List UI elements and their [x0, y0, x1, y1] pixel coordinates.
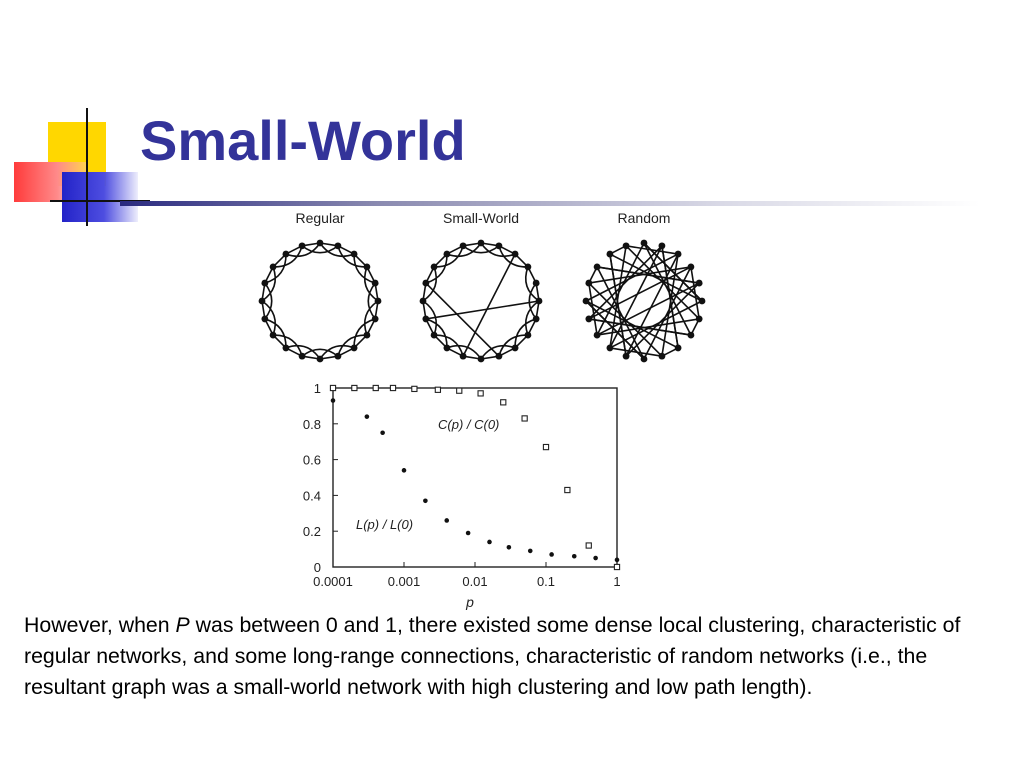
network-node [422, 280, 429, 287]
clustering-point [501, 400, 506, 405]
clustering-point [412, 386, 417, 391]
network-node [594, 264, 601, 271]
series-label-path-length: L(p) / L(0) [356, 517, 414, 532]
network-node [512, 251, 519, 258]
caption-text-start: However, when [24, 613, 176, 637]
slide-title: Small-World [140, 109, 466, 172]
network-node [335, 242, 342, 249]
network-label-small-world: Small-World [443, 210, 519, 226]
series-label-clustering: C(p) / C(0) [438, 417, 500, 432]
network-node [335, 353, 342, 360]
x-tick-label: 0.0001 [313, 574, 353, 589]
clustering-point [373, 385, 378, 390]
network-node [533, 280, 540, 287]
path-length-point [572, 554, 577, 559]
network-node [583, 298, 590, 305]
path-length-point [331, 398, 336, 403]
network-edge [302, 349, 338, 356]
network-node [351, 345, 358, 352]
network-node [372, 280, 379, 287]
network-node [431, 332, 438, 339]
clustering-point [352, 385, 357, 390]
path-length-point [380, 430, 385, 435]
network-node [675, 345, 682, 352]
path-length-point [487, 540, 492, 545]
network-node [641, 240, 648, 247]
path-length-point [549, 552, 554, 557]
network-node [420, 298, 427, 305]
x-axis-label: p [466, 594, 474, 610]
network-node [460, 242, 467, 249]
network-edge [426, 301, 539, 319]
network-node [270, 264, 277, 271]
network-node [688, 264, 695, 271]
network-edge [626, 246, 699, 319]
network-node [594, 332, 601, 339]
blue-square-decoration [62, 172, 138, 222]
network-node [699, 298, 706, 305]
network-node [444, 345, 451, 352]
x-tick-label: 0.01 [462, 574, 488, 589]
network-node [259, 298, 266, 305]
small-world-network-graph [420, 240, 543, 363]
network-node [422, 316, 429, 323]
network-node [675, 251, 682, 258]
network-node [623, 242, 630, 249]
network-node [641, 356, 648, 363]
network-node [585, 316, 592, 323]
plot-frame [333, 388, 617, 567]
network-node [536, 298, 543, 305]
network-node [317, 240, 324, 247]
clustering-point [614, 564, 619, 569]
x-tick-label: 0.001 [387, 574, 421, 589]
network-node [496, 353, 503, 360]
network-node [364, 264, 371, 271]
network-node [283, 251, 290, 258]
network-node [623, 353, 630, 360]
network-node [478, 240, 485, 247]
network-node [261, 280, 268, 287]
network-node [533, 316, 540, 323]
small-world-figure [248, 205, 712, 610]
network-node [375, 298, 382, 305]
slide-caption [24, 610, 1009, 703]
network-node [607, 251, 614, 258]
path-length-point [528, 549, 533, 554]
network-edge [302, 246, 338, 253]
network-edge [463, 246, 499, 253]
network-node [261, 316, 268, 323]
network-node [460, 353, 467, 360]
network-node [351, 251, 358, 258]
plot-marks [330, 385, 619, 569]
regular-network-graph [259, 240, 382, 363]
network-node [270, 332, 277, 339]
clustering-point [543, 444, 548, 449]
clustering-point [565, 487, 570, 492]
network-node [525, 332, 532, 339]
network-node [496, 242, 503, 249]
path-length-point [466, 531, 471, 536]
random-network-graph [583, 240, 706, 363]
y-tick-label: 0.4 [302, 488, 321, 504]
network-label-random: Random [617, 210, 671, 226]
path-length-point [402, 468, 407, 473]
clustering-point [457, 388, 462, 393]
network-node [478, 356, 485, 363]
clustering-point [522, 416, 527, 421]
y-tick-label: 0.2 [302, 524, 321, 540]
network-node [525, 264, 532, 271]
vertical-line-decoration [86, 108, 88, 226]
network-label-regular: Regular [295, 210, 345, 226]
network-node [317, 356, 324, 363]
network-edge [265, 283, 272, 319]
network-node [696, 280, 703, 287]
network-node [607, 345, 614, 352]
network-node [299, 353, 306, 360]
path-length-point [423, 498, 428, 503]
clustering-point [435, 387, 440, 392]
network-node [431, 264, 438, 271]
network-node [372, 316, 379, 323]
caption-variable-p: P [175, 613, 190, 637]
caption-text-end: was between 0 and 1, there existed some dense local clustering, characteristic of regular networks, and some long-range connections, characteristic of random networks (i.e., the resultant graph was a small-world network with high clustering and low path length). [24, 613, 961, 699]
network-edge [368, 283, 375, 319]
y-tick-label: 0 [313, 560, 321, 575]
x-axis-ticks [313, 562, 621, 589]
network-labels [295, 210, 670, 226]
clustering-point [586, 543, 591, 548]
path-length-point [593, 556, 598, 561]
network-node [688, 332, 695, 339]
clustering-point [478, 391, 483, 396]
path-length-point [444, 518, 449, 523]
network-node [283, 345, 290, 352]
network-node [364, 332, 371, 339]
network-node [659, 242, 666, 249]
clustering-point [390, 385, 395, 390]
network-node [299, 242, 306, 249]
network-node [659, 353, 666, 360]
x-tick-label: 1 [613, 574, 621, 589]
x-tick-label: 0.1 [536, 574, 556, 589]
network-node [585, 280, 592, 287]
y-tick-label: 0.8 [302, 416, 321, 432]
path-length-point [365, 414, 370, 419]
network-node [444, 251, 451, 258]
y-tick-label: 1 [313, 381, 321, 396]
network-node [512, 345, 519, 352]
path-length-point [615, 558, 620, 563]
network-node [696, 316, 703, 323]
clustering-point [330, 385, 335, 390]
clustering-path-length-plot [303, 381, 621, 610]
y-tick-label: 0.6 [302, 452, 321, 468]
path-length-point [507, 545, 512, 550]
